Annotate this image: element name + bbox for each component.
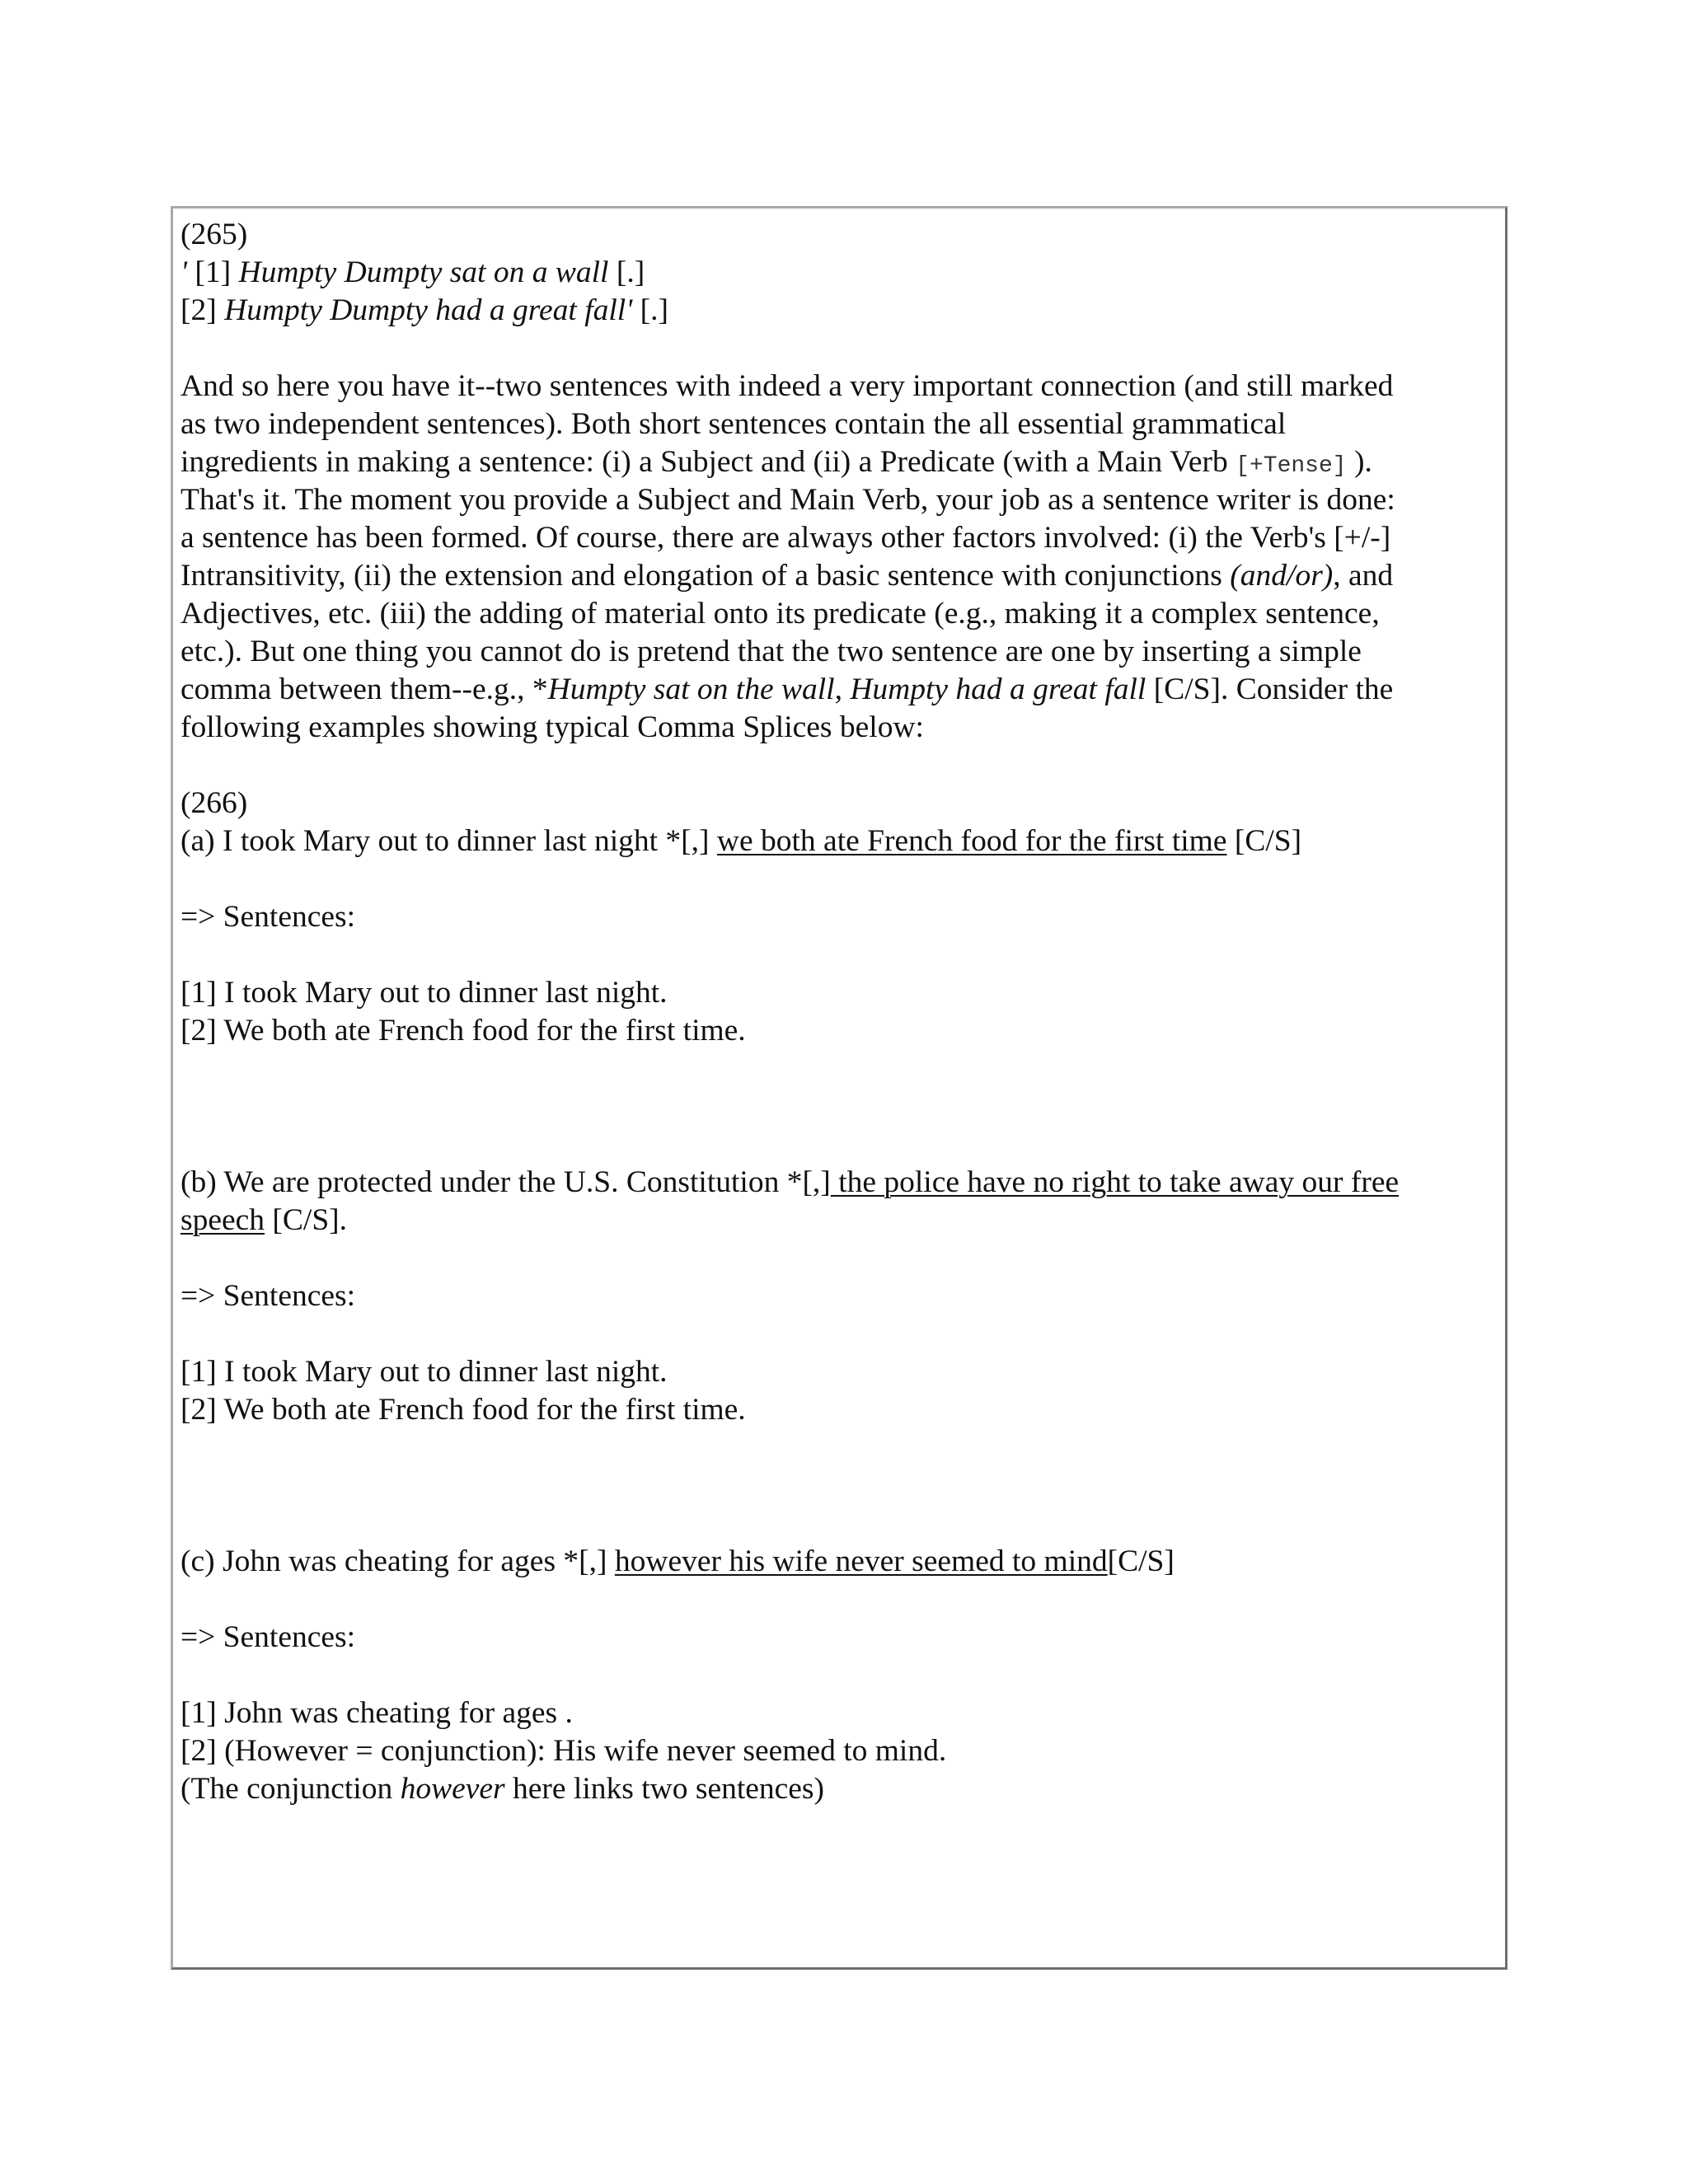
paragraph-line: a sentence has been formed. Of course, there are always other factors involved: (i) the Verb's [+/-] <box>181 521 1391 555</box>
paragraph-line: Intransitivity, (ii) the extension and elongation of a basic sentence with conjunctions (and/or), and <box>181 559 1394 593</box>
example-a: (a) I took Mary out to dinner last night *[,] we both ate French food for the first time [C/S] <box>181 824 1302 858</box>
example-b: (b) We are protected under the U.S. Constitution *[,] the police have no right to take away our free <box>181 1165 1400 1199</box>
paragraph-line: And so here you have it--two sentences with indeed a very important connection (and still marked <box>181 369 1394 403</box>
paragraph-line: comma between them--e.g., *Humpty sat on the wall, Humpty had a great fall [C/S]. Consider the <box>181 673 1394 706</box>
paragraph-line: ingredients in making a sentence: (i) a Subject and (ii) a Predicate (with a Main Verb [+Tense] ). <box>181 445 1372 479</box>
underlined-clause: however his wife never seemed to mind <box>614 1544 1108 1578</box>
paragraph-line: as two independent sentences). Both short sentences contain the all essential grammatical <box>181 407 1287 441</box>
example-265-line-1: ' [1] Humpty Dumpty sat on a wall [.] <box>181 255 645 289</box>
example-c: (c) John was cheating for ages *[,] however his wife never seemed to mind[C/S] <box>181 1544 1175 1578</box>
sentences-arrow: => Sentences: <box>181 900 356 934</box>
example-number-265: (265) <box>181 218 248 251</box>
underlined-clause: we both ate French food for the first time <box>716 824 1227 858</box>
sentence-1: [1] John was cheating for ages . <box>181 1696 573 1730</box>
paragraph-line: Adjectives, etc. (iii) the adding of material onto its predicate (e.g., making it a complex sentence, <box>181 597 1380 630</box>
sentence-1: [1] I took Mary out to dinner last night. <box>181 1355 668 1389</box>
paragraph-line: That's it. The moment you provide a Subject and Main Verb, your job as a sentence writer is done: <box>181 483 1395 517</box>
sentences-arrow: => Sentences: <box>181 1279 356 1313</box>
example-265-line-2: [2] Humpty Dumpty had a great fall' [.] <box>181 293 668 327</box>
tense-code: [+Tense] <box>1236 453 1347 479</box>
example-number-266: (266) <box>181 786 248 820</box>
paragraph-line: etc.). But one thing you cannot do is pretend that the two sentence are one by inserting a simple <box>181 635 1362 668</box>
italic-sentence: Humpty Dumpty sat on a wall <box>238 255 609 289</box>
document-body <box>181 216 1499 1808</box>
underlined-clause: speech <box>181 1203 265 1237</box>
conjunction-note: (The conjunction however here links two sentences) <box>181 1772 825 1806</box>
sentence-2: [2] We both ate French food for the first time. <box>181 1393 746 1427</box>
paragraph-line: following examples showing typical Comma Splices below: <box>181 710 924 744</box>
opening-quote: ' <box>181 255 188 289</box>
sentence-2: [2] We both ate French food for the first time. <box>181 1014 746 1047</box>
example-b-continued: speech [C/S]. <box>181 1203 348 1237</box>
explanation-paragraph <box>181 368 1499 747</box>
underlined-clause: the police have no right to take away our free <box>830 1165 1400 1199</box>
italic-sentence: Humpty Dumpty had a great fall' <box>224 293 633 327</box>
sentence-1: [1] I took Mary out to dinner last night. <box>181 976 668 1010</box>
sentences-arrow: => Sentences: <box>181 1620 356 1654</box>
sentence-2: [2] (However = conjunction): His wife never seemed to mind. <box>181 1734 947 1768</box>
